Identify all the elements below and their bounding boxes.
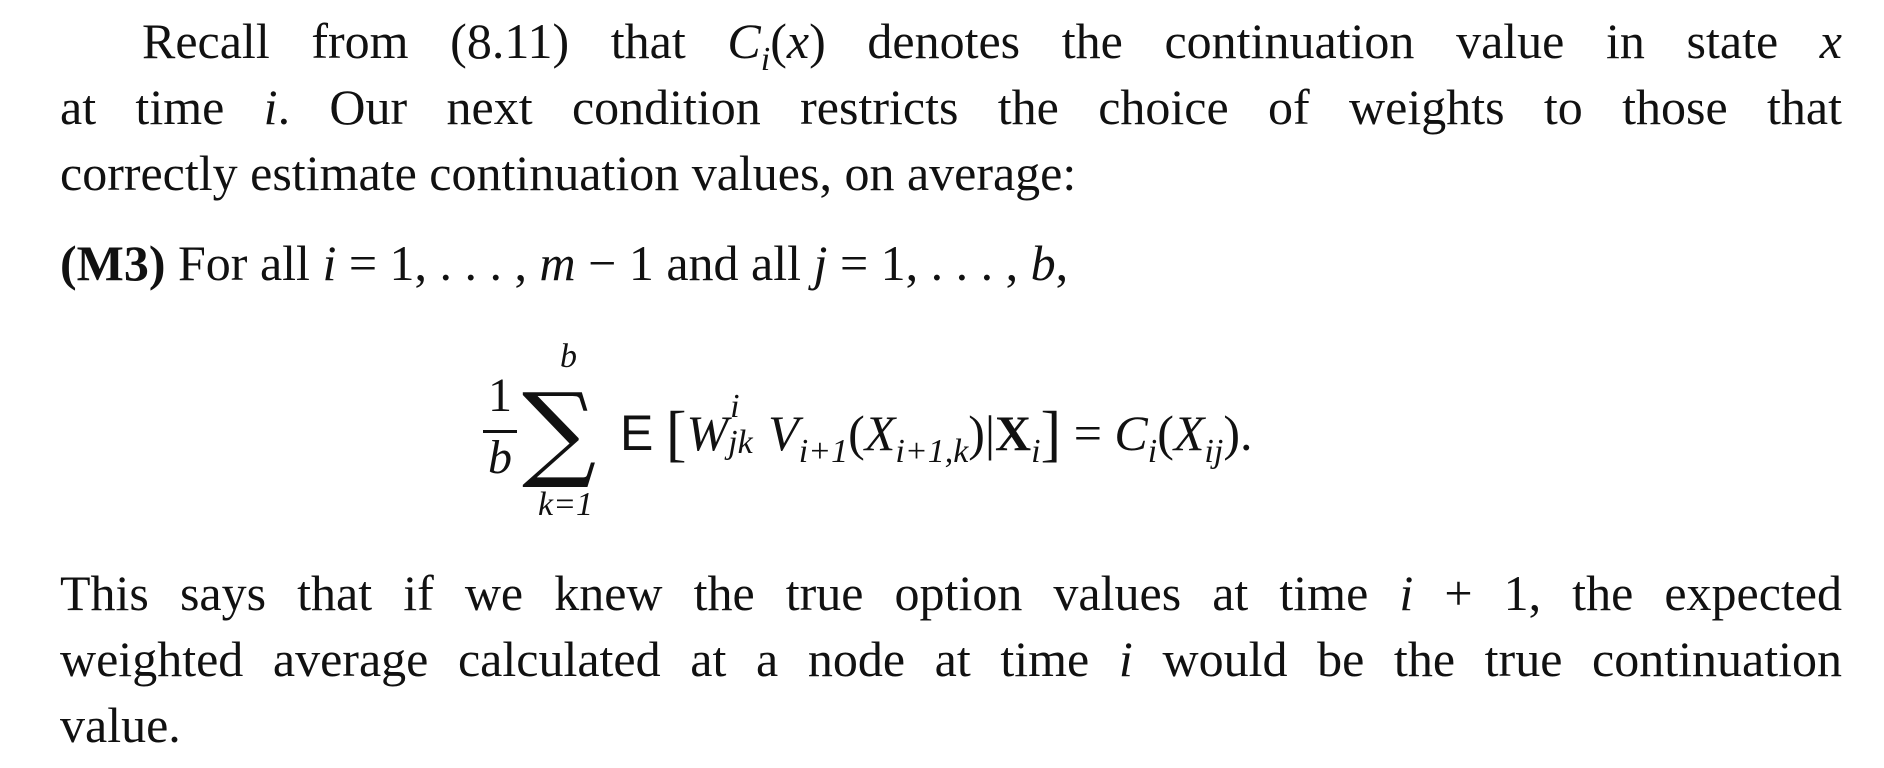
paragraph-2-line-1 bbox=[60, 560, 1842, 626]
math-m: m bbox=[539, 235, 576, 291]
text-span: Recall from (8.11) that bbox=[142, 13, 728, 69]
math-range: = 1, . . . , bbox=[336, 235, 540, 291]
expectation-operator: E bbox=[620, 405, 654, 461]
math-W: W bbox=[686, 405, 729, 461]
condition-m3 bbox=[60, 230, 1842, 296]
sum-upper-limit: b bbox=[560, 338, 577, 375]
math-j: j bbox=[813, 235, 828, 291]
math-i: i bbox=[1118, 631, 1133, 687]
X-bold-subscript: i bbox=[1031, 433, 1041, 470]
X-subscript: i+1,k bbox=[895, 433, 969, 470]
text-span: value. bbox=[60, 697, 181, 753]
math-paren-open: ( bbox=[770, 13, 787, 69]
math-X: X bbox=[864, 405, 896, 461]
math-C: C bbox=[1114, 405, 1148, 461]
condition-label: (M3) bbox=[60, 235, 166, 291]
math-x: x bbox=[786, 13, 810, 69]
text-span: denotes the continuation value in state bbox=[825, 13, 1820, 69]
paragraph-1-line-3 bbox=[60, 140, 1842, 206]
equation-body bbox=[620, 388, 1253, 485]
math-paren-close-period: ). bbox=[1223, 405, 1253, 461]
math-i: i bbox=[1399, 565, 1414, 621]
math-paren-close: ) bbox=[809, 13, 826, 69]
text-span: This says that if we knew the true option values at time bbox=[60, 565, 1400, 621]
math-b: b bbox=[1030, 235, 1056, 291]
display-equation bbox=[470, 338, 1470, 528]
text-span: For all bbox=[165, 235, 323, 291]
text-span: weighted average calculated at a node at time bbox=[60, 631, 1119, 687]
math-X-rhs: X bbox=[1173, 405, 1205, 461]
math-minus-one: − 1 bbox=[575, 235, 654, 291]
math-subscript-i: i bbox=[760, 41, 771, 78]
bracket-open: [ bbox=[665, 400, 687, 468]
math-X-bold: X bbox=[994, 405, 1032, 461]
bracket-close: ] bbox=[1040, 400, 1062, 468]
math-paren-open: ( bbox=[1157, 405, 1174, 461]
math-paren-close: ) bbox=[968, 405, 985, 461]
math-range: = 1, . . . , bbox=[827, 235, 1031, 291]
text-span: and all bbox=[653, 235, 814, 291]
V-subscript: i+1 bbox=[798, 433, 849, 470]
text-span: at time bbox=[60, 79, 264, 135]
fraction-denominator: b bbox=[488, 431, 512, 484]
math-equals: = bbox=[1061, 405, 1115, 461]
math-x-end: x bbox=[1819, 13, 1842, 69]
X-rhs-subscript: ij bbox=[1204, 433, 1224, 470]
W-indices bbox=[728, 388, 768, 462]
summation-sign: ∑ bbox=[522, 370, 597, 492]
math-paren-open: ( bbox=[848, 405, 865, 461]
math-conditional-bar: | bbox=[984, 405, 995, 461]
W-subscript: jk bbox=[728, 424, 753, 461]
text-span: + 1, the expected bbox=[1413, 565, 1843, 621]
text-span: would be the true continuation bbox=[1132, 631, 1842, 687]
math-i: i bbox=[263, 79, 278, 135]
text-span: correctly estimate continuation values, on average: bbox=[60, 145, 1077, 201]
math-i: i bbox=[322, 235, 337, 291]
paragraph-1-line-2 bbox=[60, 74, 1842, 140]
math-comma: , bbox=[1055, 235, 1069, 291]
math-V: V bbox=[768, 405, 799, 461]
fraction bbox=[480, 368, 520, 488]
paragraph-2-line-3 bbox=[60, 692, 1842, 758]
fraction-numerator: 1 bbox=[488, 369, 512, 422]
math-C: C bbox=[727, 13, 761, 69]
sum-lower-limit: k=1 bbox=[538, 486, 594, 523]
text-span: . Our next condition restricts the choice of weights to those that bbox=[277, 79, 1843, 135]
paragraph-2-line-2 bbox=[60, 626, 1842, 692]
W-superscript: i bbox=[730, 388, 740, 425]
C-subscript: i bbox=[1147, 433, 1158, 470]
